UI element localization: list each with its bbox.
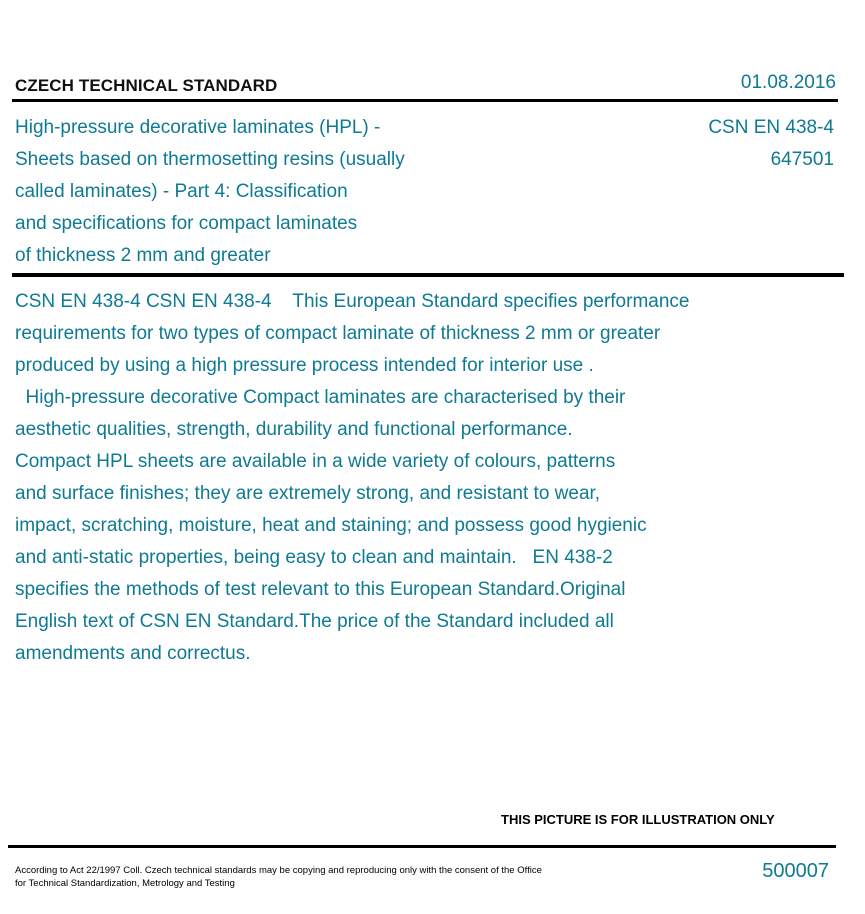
title-line: Sheets based on thermosetting resins (usually [15, 149, 405, 170]
footer-divider [8, 845, 836, 848]
standard-type-heading: CZECH TECHNICAL STANDARD [15, 76, 278, 95]
product-code: 500007 [762, 860, 829, 882]
document-codes [708, 112, 834, 176]
header-divider [12, 99, 838, 102]
abstract-line: Compact HPL sheets are available in a wide variety of colours, patterns [15, 451, 616, 472]
publication-date: 01.08.2016 [740, 72, 836, 93]
abstract-line: CSN EN 438-4 CSN EN 438-4 This European Standard specifies performance [15, 291, 690, 312]
abstract-line: amendments and correctus. [15, 643, 251, 664]
title-line: High-pressure decorative laminates (HPL) - [15, 117, 381, 138]
legal-line: According to Act 22/1997 Coll. Czech technical standards may be copying and reproducing only with the consent of the Office [15, 865, 542, 876]
abstract-line: specifies the methods of test relevant to this European Standard.Original [15, 579, 626, 600]
document-title [15, 112, 485, 272]
title-line: called laminates) - Part 4: Classification [15, 181, 348, 202]
abstract-line: English text of CSN EN Standard.The price of the Standard included all [15, 611, 614, 632]
abstract-line: and anti-static properties, being easy to clean and maintain. EN 438-2 [15, 547, 613, 568]
abstract-line: and surface finishes; they are extremely strong, and resistant to wear, [15, 483, 601, 504]
abstract-line: requirements for two types of compact laminate of thickness 2 mm or greater [15, 323, 661, 344]
abstract-text [15, 286, 815, 670]
abstract-line: aesthetic qualities, strength, durability and functional performance. [15, 419, 573, 440]
title-line: and specifications for compact laminates [15, 213, 358, 234]
abstract-line: impact, scratching, moisture, heat and staining; and possess good hygienic [15, 515, 647, 536]
title-line: of thickness 2 mm and greater [15, 245, 271, 266]
legal-line: for Technical Standardization, Metrology and Testing [15, 878, 235, 889]
title-divider [12, 273, 844, 277]
abstract-line: produced by using a high pressure process intended for interior use . [15, 355, 594, 376]
standard-code: CSN EN 438-4 [708, 117, 834, 138]
abstract-line: High-pressure decorative Compact laminates are characterised by their [15, 387, 626, 408]
legal-notice [15, 864, 595, 890]
illustration-disclaimer: THIS PICTURE IS FOR ILLUSTRATION ONLY [501, 812, 775, 827]
catalog-number: 647501 [770, 149, 834, 170]
